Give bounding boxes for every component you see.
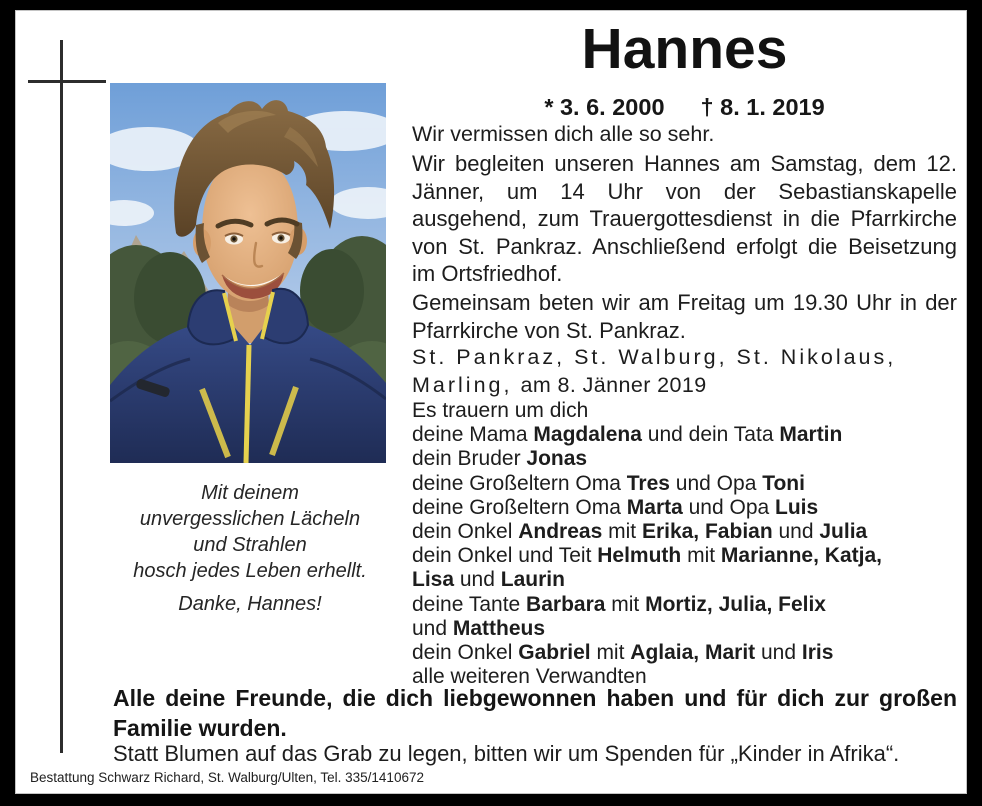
cross-icon-bar <box>28 80 106 83</box>
mourner-line: dein Onkel Andreas mit Erika, Fabian und Julia <box>412 520 868 544</box>
mourner-line: alle weiteren Verwandten <box>412 665 647 689</box>
mourner-line: Lisa und Laurin <box>412 568 565 592</box>
photo-caption <box>103 480 397 617</box>
funeral-announcement: Wir begleiten unseren Hannes am Samstag, dem 12. Jänner, um 14 Uhr von der Sebastianskapelle ausgehend, zum Trauergottesdienst in die Pfarrkirche von St. Pankraz. Anschließend erfolgt die Beisetzung im Ortsfriedhof. <box>412 151 957 286</box>
caption-line: unvergesslichen Lächeln <box>139 508 361 530</box>
death-date: † 8. 1. 2019 <box>700 94 825 120</box>
friends-line: Alle deine Freunde, die dich liebgewonnen haben und für dich zur großen Familie wurden. <box>113 685 957 741</box>
mourner-line: deine Mama Magdalena und dein Tata Martin <box>412 423 843 447</box>
portrait-photo <box>110 83 386 463</box>
prayer-announcement: Gemeinsam beten wir am Freitag um 19.30 Uhr in der Pfarrkirche von St. Pankraz. <box>412 290 957 343</box>
mourner-line: deine Großeltern Oma Tres und Opa Toni <box>412 471 805 495</box>
mourner-line: und Mattheus <box>412 616 546 640</box>
mourners-heading: Es trauern um dich <box>412 399 589 422</box>
places-city: Marling, <box>412 372 513 397</box>
life-dates <box>412 94 957 121</box>
birth-date: * 3. 6. 2000 <box>544 94 665 120</box>
mourners-list <box>412 423 957 689</box>
mourner-line: deine Großeltern Oma Marta und Opa Luis <box>412 495 819 519</box>
mourner-line: dein Onkel und Teit Helmuth mit Marianne, Katja, <box>412 544 882 568</box>
mourners-block <box>412 399 957 689</box>
caption-line: Mit deinem <box>201 482 299 504</box>
mourner-line: dein Onkel Gabriel mit Aglaia, Marit und Iris <box>412 641 834 665</box>
intro-line: Wir vermissen dich alle so sehr. <box>412 122 715 146</box>
places-and-date <box>412 344 957 399</box>
flowers-line: Statt Blumen auf das Grab zu legen, bitten wir um Spenden für „Kinder in Afrika“. <box>113 741 900 766</box>
caption-line: und Strahlen <box>193 534 307 556</box>
caption-line: hosch jedes Leben erhellt. <box>133 560 367 582</box>
photo-caption-lines <box>103 480 397 584</box>
page-title: Hannes <box>581 17 788 81</box>
photo-caption-thanks: Danke, Hannes! <box>178 593 322 615</box>
portrait-art <box>110 83 386 463</box>
mourner-line: deine Tante Barbara mit Mortiz, Julia, Felix <box>412 592 826 616</box>
cross-icon <box>60 40 63 753</box>
notice-date: am 8. Jänner 2019 <box>520 372 707 397</box>
places-line2 <box>412 372 957 400</box>
mourner-line: dein Bruder Jonas <box>412 447 588 471</box>
places-line1: St. Pankraz, St. Walburg, St. Nikolaus, <box>412 345 897 369</box>
funeral-home-footer: Bestattung Schwarz Richard, St. Walburg/Ulten, Tel. 335/1410672 <box>30 770 424 785</box>
